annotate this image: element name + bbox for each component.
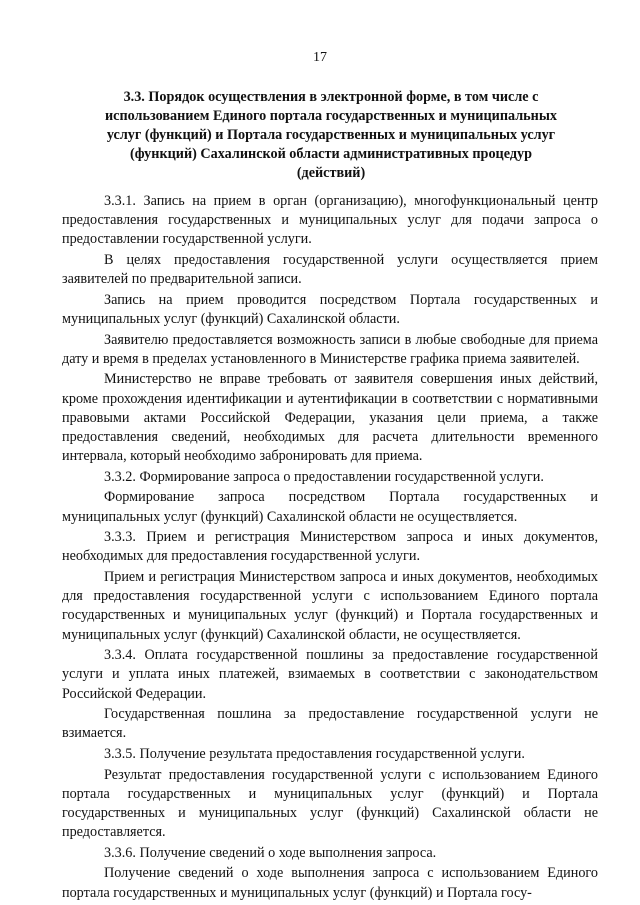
paragraph: Запись на прием проводится посредством Портала государственных и муниципальных услуг (функций) Сахалинской области.: [62, 291, 598, 327]
paragraph: В целях предоставления государственной услуги осуществляется прием заявителей по предварительной записи.: [62, 252, 598, 288]
page-number: 17: [313, 50, 327, 65]
paragraph: Результат предоставления государственной услуги с использованием Единого портала государственных и муниципальных услуг (функций) и Портала государственных и муниципальных услуг (функций) Сахалинской области не предоставляется.: [62, 766, 598, 841]
paragraph: Получение сведений о ходе выполнения запроса с использованием Единого портала государственных и муниципальных услуг (функций) и Портала госу-: [62, 865, 598, 901]
paragraph: Заявителю предоставляется возможность записи в любые свободные для приема дату и время в пределах установленного в Министерстве графика приема заявителей.: [62, 331, 598, 367]
paragraph-3-3-4: 3.3.4. Оплата государственной пошлины за предоставление государственной услуги и уплата иных платежей, взимаемых в соответствии с законодательством Российской Федерации.: [62, 647, 598, 702]
paragraph: Государственная пошлина за предоставление государственной услуги не взимается.: [62, 706, 598, 742]
paragraph-3-3-5: 3.3.5. Получение результата предоставления государственной услуги.: [104, 745, 525, 762]
paragraph: Формирование запроса посредством Портала государственных и муниципальных услуг (функций) Сахалинской области не осуществляется.: [62, 489, 598, 525]
paragraph-3-3-6: 3.3.6. Получение сведений о ходе выполнения запроса.: [104, 844, 437, 861]
document-body: [62, 192, 598, 904]
paragraph-3-3-1: 3.3.1. Запись на прием в орган (организацию), многофункциональный центр предоставления государственных и муниципальных услуг для подачи запроса о предоставлении государственной услуги.: [62, 193, 598, 248]
paragraph: Прием и регистрация Министерством запроса и иных документов, необходимых для предоставления государственной услуги с использованием Единого портала государственных и муниципальных услуг (функций) и Портала государственных и муниципальных услуг (функций) Сахалинской области, не осуществляется.: [62, 568, 598, 643]
paragraph: Министерство не вправе требовать от заявителя совершения иных действий, кроме прохождения идентификации и аутентификации в соответствии с нормативными правовыми актами Российской Федерации, указания цели приема, а также предоставления сведений, необходимых для расчета длительности временного интервала, который необходимо забронировать для приема.: [62, 371, 598, 465]
paragraph-3-3-2: 3.3.2. Формирование запроса о предоставлении государственной услуги.: [104, 468, 544, 485]
section-heading: 3.3. Порядок осуществления в электронной форме, в том числе с использованием Единого портала государственных и муниципальных услуг (функций) и Портала государственных и муниципальных услуг (функций) Сахалинской области административных процедур (действий): [104, 89, 558, 181]
paragraph-3-3-3: 3.3.3. Прием и регистрация Министерством запроса и иных документов, необходимых для предоставления государственной услуги.: [62, 529, 598, 565]
